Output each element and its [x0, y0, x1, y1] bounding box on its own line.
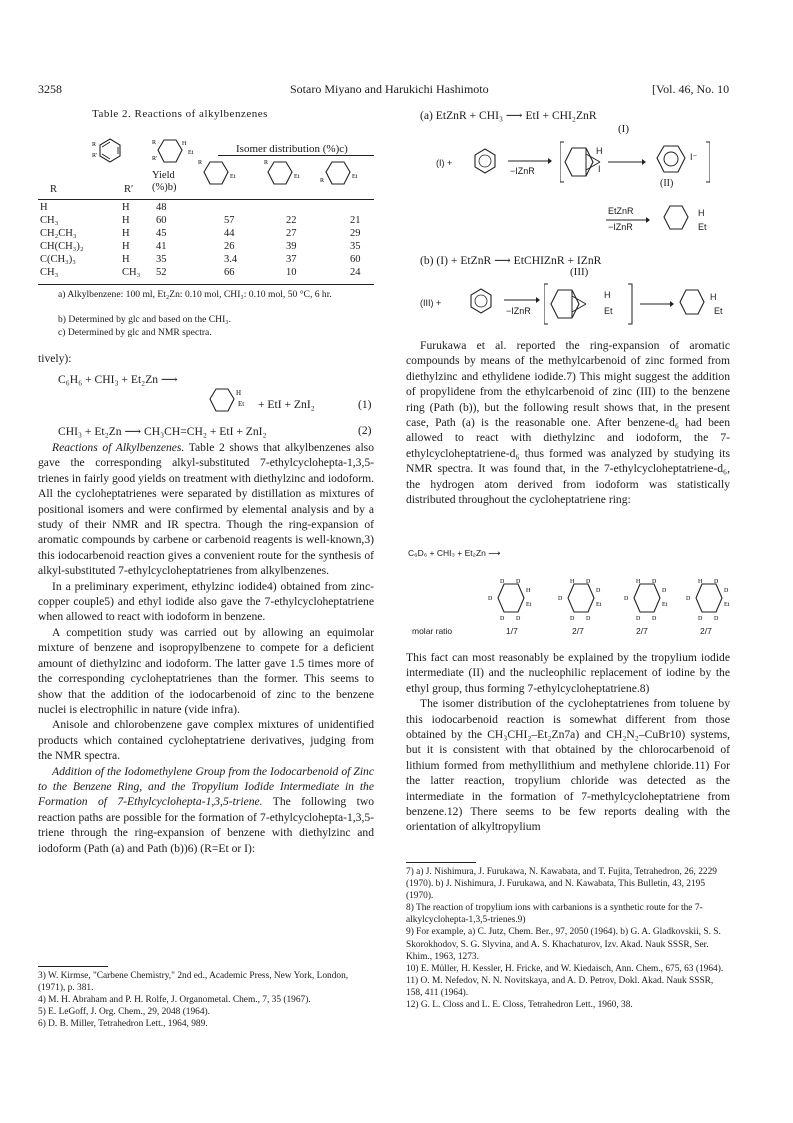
table-note-a: a) Alkylbenzene: 100 ml, Et₂Zn: 0.10 mol, CHI₃: 0.10 mol, 50 °C, 6 hr. [58, 289, 332, 300]
footnote: 7) a) J. Nishimura, J. Furukawa, N. Kawabata, and T. Fujita, Tetrahedron, 26, 2229 (1970). b) J. Nishimura, J. Furukawa, and N. Kawabata, This Bulletin, 43, 2195 (1970). [406, 867, 717, 902]
svg-text:D: D [516, 579, 521, 585]
svg-text:R: R [264, 160, 269, 166]
deuterated-isomer-4 [684, 578, 742, 622]
section-heading-tropylium: Addition of the Iodomethylene Group from the Iodocarbenoid of Zinc to the Benzene Ring, and the Tropylium Iodide Intermediate in the Formation of 7-Ethylcyclohepta-1,3,5-triene. [38, 764, 374, 809]
svg-text:D: D [714, 579, 719, 585]
svg-text:D: D [624, 596, 629, 602]
molar-ratio-label: molar ratio [412, 626, 453, 636]
equation-1-rhs: + EtI + ZnI₂ [258, 398, 315, 411]
svg-text:Et: Et [352, 174, 358, 180]
svg-text:Et: Et [294, 174, 300, 180]
svg-text:Et: Et [724, 602, 730, 608]
equation-2: CHI₃ + Et₂Zn ⟶ CH₃CH=CH₂ + EtI + ZnI₂ [58, 425, 267, 438]
label-h: H [596, 146, 603, 156]
yield-unit: (%)b) [152, 182, 177, 193]
scheme-row-1-lead: (I) + [436, 158, 453, 168]
isomer-3-structure [320, 158, 370, 190]
svg-text:H: H [236, 389, 242, 397]
footnote: 6) D. B. Miller, Tetrahedron Lett., 1964, 989. [38, 1019, 208, 1030]
section-heading-alkylbenzenes: Reactions of Alkylbenzenes. [52, 441, 185, 454]
scheme-path-b: (b) (I) + EtZnR ⟶ EtCHIZnR + IZnR [420, 254, 602, 267]
scheme-row-3-lead: (III) + [420, 298, 442, 308]
right-footnotes [406, 866, 730, 1011]
footnote: 12) G. L. Closs and L. E. Closs, Tetrahedron Lett., 1960, 38. [406, 1000, 633, 1011]
right-column-body-1 [406, 338, 730, 507]
svg-text:Et: Et [188, 150, 194, 156]
table-row: CH₂CH₃ H 45 44 27 29 [40, 228, 361, 239]
table-title: Table 2. Reactions of alkylbenzenes [92, 108, 268, 120]
svg-text:D: D [698, 616, 703, 622]
table-note-c: c) Determined by glc and NMR spectra. [58, 327, 212, 338]
scheme-path-a: (a) EtZnR + CHI₃ ⟶ EtI + CHI₂ZnR [420, 109, 597, 122]
footnote: 10) E. Müller, H. Kessler, H. Fricke, and W. Kiedaisch, Ann. Chem., 675, 63 (1964). [406, 963, 724, 974]
reagent-label: −IZnR [506, 306, 531, 316]
paragraph: Furukawa et al. reported the ring-expansion of aromatic compounds by means of the methylcarbenoid of zinc formed from diethylzinc and ethylidene iodide.7) This might suggest the addition of propylidene from the ethylcarbenoid of zinc (III) to the benzene ring (Path (b)), but the following result shows that, in the present case, Path (a) is the reasonable one. After benzene-d₆ had been allowed to react with diethylzinc and iodoform, the 7-ethylcycloheptatriene-d₆ thus formed was analyzed by studying its NMR spectra. It was found that, in the 7-ethylcycloheptatriene-d₆, the hydrogen atom derived from iodoform was statistically distributed throughout the cycloheptatriene ring: [406, 339, 730, 507]
svg-text:D: D [686, 596, 691, 602]
yield-header: Yield [152, 170, 175, 181]
footnote: 11) O. M. Nefedov, N. N. Novitskaya, and A. D. Petrov, Dokl. Akad. Nauk SSSR, 158, 411 (1964). [406, 975, 714, 998]
isomer-2-structure [262, 158, 312, 190]
label-compound-I: (I) [618, 123, 629, 135]
footnote: 3) W. Kirmse, "Carbene Chemistry," 2nd ed., Academic Press, New York, London, (1971), p. 381. [38, 971, 349, 994]
deuterium-equation: C₆D₆ + CHI₃ + Et₂Zn ⟶ [408, 548, 501, 558]
svg-text:D: D [558, 596, 563, 602]
svg-text:Et: Et [526, 602, 532, 608]
reagent-label: −IZnR [608, 222, 633, 232]
svg-text:Et: Et [238, 400, 245, 408]
left-column-body [38, 440, 374, 856]
deuterated-isomer-3 [622, 578, 680, 622]
svg-text:R: R [320, 178, 325, 184]
svg-text:D: D [652, 579, 657, 585]
svg-text:D: D [652, 616, 657, 622]
reaction-arrow [504, 296, 540, 304]
reagent-label: −IZnR [510, 166, 535, 176]
svg-text:H: H [698, 579, 703, 585]
page-number: 3258 [38, 82, 62, 96]
label-et: Et [698, 222, 707, 232]
equation-1-number: (1) [358, 398, 372, 411]
left-footnotes [38, 970, 374, 1030]
label-compound-II: (II) [660, 178, 674, 189]
footnote: 9) For example, a) C. Jutz, Chem. Ber., 97, 2050 (1964). b) G. A. Gladkovskii, S. S. Skorokhodov, S. G. Slyvina, and A. S. Khachaturov, Izv. Akad. Nauk SSSR, Ser. Khim., 1963, 1273. [406, 927, 721, 962]
norcaradiene-intermediate [560, 140, 710, 184]
continuation-text: tively): [38, 352, 72, 365]
table-row: CH₃ CH₃ 52 66 10 24 [40, 267, 361, 278]
col-header-r-prime: R′ [124, 184, 134, 195]
table-row: H H 48 [40, 202, 167, 213]
table-note-b: b) Determined by glc and based on the CHI₃. [58, 314, 232, 325]
svg-text:H: H [182, 141, 187, 147]
right-column-body-2 [406, 650, 730, 835]
svg-text:D: D [586, 579, 591, 585]
svg-text:D: D [662, 588, 667, 594]
svg-text:R: R [152, 140, 157, 146]
running-head-authors: Sotaro Miyano and Harukichi Hashimoto [290, 82, 489, 96]
svg-text:D: D [636, 616, 641, 622]
svg-text:H: H [570, 579, 575, 585]
svg-text:D: D [570, 616, 575, 622]
paragraph: This fact can most reasonably be explained by the tropylium iodide intermediate (II) and the nucleophilic replacement of iodine by the ethyl group, thus forming 7-ethylcycloheptatriene.8) [406, 651, 730, 695]
label-compound-III: (III) [570, 266, 589, 278]
svg-text:Et: Et [596, 602, 602, 608]
label-h: H [698, 208, 705, 218]
equation-2-number: (2) [358, 424, 372, 437]
equation-1-lhs: C₆H₆ + CHI₃ + Et₂Zn ⟶ [58, 373, 178, 386]
paragraph: Table 2 shows that alkylbenzenes also gave the corresponding alkyl-substituted 7-ethylcyclohepta-1,3,5-trienes in fairly good yields on treatment with diethylzinc and iodoform. All the cycloheptatrienes were separated by distillation as mixtures of positional isomers and were confirmed by elemental analysis and by a study of their NMR and IR spectra. Though the ring-expansion of aromatic compounds by carbene or carbenoid reagents is well-known,3) this iodocarbenoid reaction gives a convenient route for the synthesis of alkyl-substituted 7-ethylcycloheptatrienes from alkylbenzenes. [38, 441, 374, 578]
paragraph: A competition study was carried out by allowing an equimolar mixture of benzene and isopropylbenzene to compete for a deficient amount of diethylzinc and iodoform. The latter gave 1.5 times more of the corresponding cycloheptatrienes than the former. This seems to show that the addition of the iodocarbenoid of zinc to the benzene nuclei is electrophilic in nature (vide infra). [38, 625, 374, 716]
benzene-structure [466, 286, 496, 316]
isomer-1-structure [198, 158, 248, 190]
table-2-data [36, 201, 365, 279]
benzene-structure [470, 146, 500, 176]
ethylcycloheptatriene-structure [206, 386, 254, 416]
svg-text:Et: Et [230, 174, 236, 180]
paragraph: The isomer distribution of the cycloheptatrienes from toluene by this iodocarbenoid reaction is somewhat different from those obtained by the CH₃CHI₂–Et₂Zn7a) and CH₂N₂–CuBr10) systems, but it is consistent with that obtained by the chlorocarbenoid of lithium formed from methyllithium and methylene chloride.11) For the latter reaction, tropylium chloride was detected as the intermediate in the formation of 7-methylcycloheptatriene from benzene.12) There seems to be few reports dealing with the orientation of alkyltropylium [406, 697, 730, 834]
ethylcycloheptatriene-product [660, 202, 700, 234]
paragraph: In a preliminary experiment, ethylzinc iodide4) obtained from zinc-copper couple5) and ethyl iodide also gave the 7-ethylcycloheptatriene when allowed to react with iodoform in benzene. [38, 579, 374, 624]
reaction-arrow [508, 156, 552, 166]
col-header-r: R [50, 184, 58, 195]
svg-text:Et: Et [662, 602, 668, 608]
deuterated-isomer-1 [486, 578, 544, 622]
molar-ratio-value: 1/7 [506, 626, 518, 636]
product-structure-generic [152, 136, 204, 168]
deuterated-isomer-2 [556, 578, 614, 622]
paragraph: Anisole and chlorobenzene gave complex mixtures of unidentified products which contained cycloheptatriene derivatives, judging from the NMR spectra. [38, 718, 374, 763]
label-h: H [710, 292, 717, 302]
svg-text:R': R' [92, 153, 98, 159]
paragraph: The following two reaction paths are possible for the formation of 7-ethylcyclohepta-1,3,5-triene through the ring-expansion of benzene with diethylzinc and iodoform (Path (a) and Path (b))6) (R=Et or I): [38, 795, 374, 855]
svg-text:R': R' [152, 156, 158, 162]
svg-text:D: D [516, 616, 521, 622]
label-et: Et [604, 306, 613, 316]
iodide-label: I⁻ [690, 152, 698, 162]
svg-text:D: D [500, 579, 505, 585]
table-row: CH(CH₃)₂ H 41 26 39 35 [40, 241, 361, 252]
svg-text:H: H [636, 579, 641, 585]
table-row: CH₃ H 60 57 22 21 [40, 215, 361, 226]
molar-ratio-value: 2/7 [636, 626, 648, 636]
ethyl-norcaradiene-intermediate [544, 282, 724, 326]
footnote: 4) M. H. Abraham and P. H. Rolfe, J. Organometal. Chem., 7, 35 (1967). [38, 995, 311, 1006]
label-et: Et [714, 306, 723, 316]
molar-ratio-value: 2/7 [572, 626, 584, 636]
label-h: H [604, 290, 611, 300]
volume-info: [Vol. 46, No. 10 [652, 82, 730, 96]
svg-text:D: D [500, 616, 505, 622]
svg-text:D: D [586, 616, 591, 622]
svg-text:R: R [92, 142, 97, 148]
svg-text:D: D [488, 596, 493, 602]
svg-text:D: D [596, 588, 601, 594]
svg-text:D: D [724, 588, 729, 594]
footnote: 8) The reaction of tropylium ions with carbanions is a synthetic route for the 7-alkylcyclohepta-1,3,5-trienes.9) [406, 903, 703, 926]
footnote: 5) E. LeGoff, J. Org. Chem., 29, 2048 (1964). [38, 1007, 211, 1018]
svg-text:D: D [714, 616, 719, 622]
molar-ratio-value: 2/7 [700, 626, 712, 636]
alkylbenzene-structure [92, 135, 128, 165]
reagent-etznr: EtZnR [608, 206, 634, 216]
label-i: I [598, 164, 601, 174]
table-row: C(CH₃)₃ H 35 3.4 37 60 [40, 254, 361, 265]
svg-text:H: H [526, 588, 531, 594]
svg-text:R: R [198, 160, 203, 166]
isomer-distribution-header: Isomer distribution (%)c) [236, 143, 348, 155]
